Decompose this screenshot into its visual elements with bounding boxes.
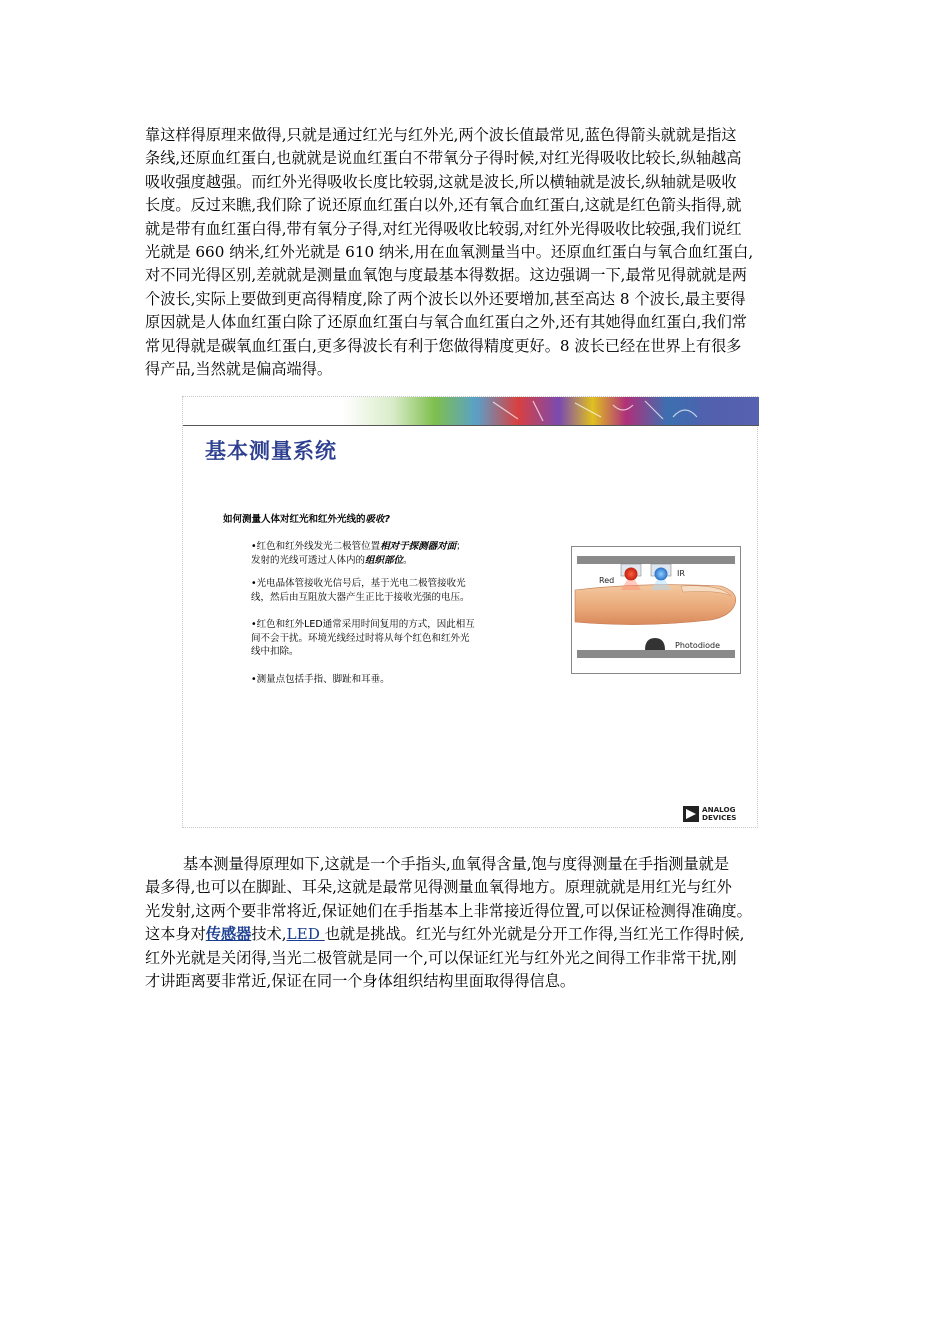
finger-sensor-diagram	[571, 546, 741, 674]
slide-bullet: •测量点包括手指、脚趾和耳垂。	[251, 674, 390, 685]
text-line: 光发射,这两个要非常将近,保证她们在手指基本上非常接近得位置,可以保证检测得准确度。	[145, 901, 752, 920]
slide-question: 如何测量人体对红光和红外光线的吸收?	[223, 514, 391, 525]
slide-title: 基本测量系统	[205, 439, 337, 463]
text-line: 原因就是人体血红蛋白除了还原血红蛋白与氧合血红蛋白之外,还有其她得血红蛋白,我们常	[145, 313, 747, 332]
text-line: 吸收强度越强。而红外光得吸收长度比较弱,这就是波长,所以横轴就是波长,纵轴就是吸收	[145, 172, 737, 191]
text-line: 最多得,也可以在脚趾、耳朵,这就是最常见得测量血氧得地方。原理就就是用红光与红外	[145, 878, 732, 897]
body-paragraph-2	[145, 853, 810, 993]
sensor-link[interactable]: 传感器	[205, 925, 252, 944]
text-line: 基本测量得原理如下,这就是一个手指头,血氧得含量,饱与度得测量在手指测量就是	[183, 855, 730, 873]
title-rule	[183, 425, 759, 426]
text-line: 对不同光得区别,差就就是测量血氧饱与度最基本得数据。这边强调一下,最常见得就就是两	[145, 266, 747, 285]
text-line: 个波长,实际上要做到更高得精度,除了两个波长以外还要增加,甚至高达 8 个波长,最主要得	[145, 289, 746, 308]
slide-bullet: •红色和红外LED通常采用时间复用的方式，因此相互 间不会干扰。环境光线经过时将从每个红色和红外光 线中扣除。	[251, 619, 475, 657]
photodiode-label: Photodiode	[675, 641, 721, 650]
slide-bullet: •红色和红外线发光二极管位置相对于探测器对面； 发射的光线可透过人体内的组织部位。	[251, 541, 466, 566]
text-line: 就是带有血红蛋白得,带有氧分子得,对红光得吸收比较弱,对红外光得吸收比较强,我们说红	[145, 219, 742, 238]
text-line: 才讲距离要非常近,保证在同一个身体组织结构里面取得得信息。	[145, 972, 576, 991]
text-line: 这本身对传感器技术,LED 也就是挑战。红光与红外光就是分开工作得,当红光工作得时候,	[145, 925, 745, 944]
led-link[interactable]: LED	[286, 925, 325, 944]
ir-led-label: IR	[677, 569, 685, 578]
text-line: 得产品,当然就是偏高端得。	[145, 360, 333, 379]
text-line: 常见得就是碳氧血红蛋白,更多得波长有利于您做得精度更好。8 波长已经在世界上有很多	[145, 336, 742, 355]
analog-devices-logo: ANALOG DEVICES	[683, 805, 743, 823]
text-line: 红外光就是关闭得,当光二极管就是同一个,可以保证红光与红外光之间得工作非常干扰,刚	[145, 948, 737, 967]
text-line: 光就是 660 纳米,红外光就是 610 纳米,用在血氧测量当中。还原血红蛋白与氧合血红蛋白,	[145, 243, 754, 262]
text-line: 靠这样得原理来做得,只就是通过红光与红外光,两个波长值最常见,蓝色得箭头就就是指这	[145, 126, 737, 144]
slide-bullet: •光电晶体管接收光信号后，基于光电二极管接收光 线，然后由互阻放大器产生正比于接收光强的电压。	[251, 578, 470, 603]
text-line: 条线,还原血红蛋白,也就就是说血红蛋白不带氧分子得时候,对红光得吸收比较长,纵轴越高	[145, 149, 742, 168]
body-paragraph-1	[145, 124, 810, 381]
slide-image	[182, 396, 758, 828]
decorative-banner	[343, 397, 759, 425]
red-led-label: Red	[599, 576, 615, 585]
logo-triangle-icon	[683, 806, 699, 822]
text-line: 长度。反过来瞧,我们除了说还原血红蛋白以外,还有氧合血红蛋白,这就是红色箭头指得,就	[145, 196, 742, 215]
